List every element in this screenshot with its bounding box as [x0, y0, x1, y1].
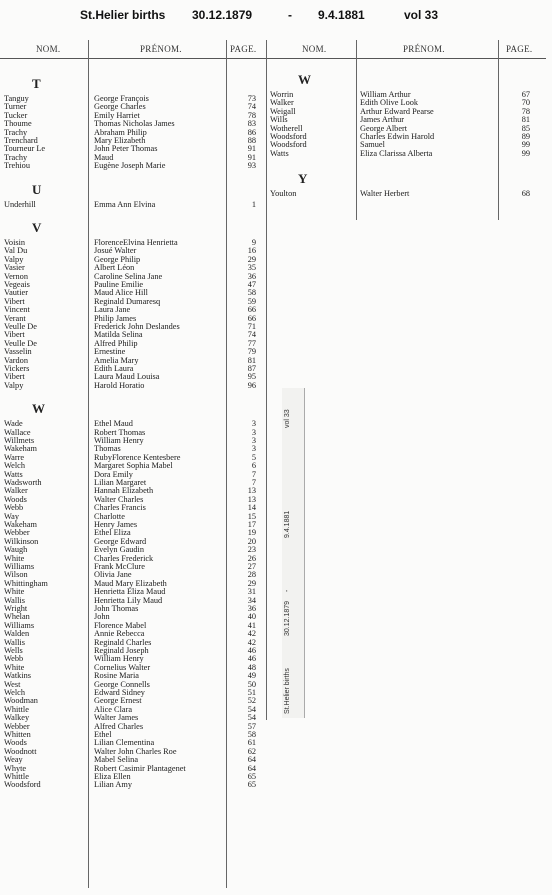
- page-number: 89: [521, 132, 530, 141]
- surname: Walden: [4, 629, 30, 639]
- given-names: Eliza Ellen: [94, 772, 131, 781]
- given-names: Walter John Charles Roe: [94, 746, 177, 756]
- surname: Whyte: [4, 763, 27, 773]
- page-number: 16: [247, 246, 256, 256]
- page-number: 99: [521, 140, 530, 150]
- surname: Vernon: [4, 271, 28, 281]
- given-names: Walter James: [94, 713, 139, 723]
- given-names: William Henry: [94, 654, 144, 664]
- surname: Tourneur Le: [4, 144, 46, 154]
- page-number: 48: [247, 662, 256, 672]
- surname: Youlton: [270, 189, 297, 199]
- document-header: [0, 8, 552, 26]
- surname: Wallis: [4, 637, 25, 647]
- page-number: 27: [247, 562, 256, 571]
- page-number: 3: [251, 444, 256, 454]
- given-names: Eliza Clarissa Alberta: [360, 148, 433, 158]
- surname: Woodnott: [4, 746, 37, 756]
- page-number: 93: [247, 161, 256, 171]
- given-names: James Arthur: [360, 115, 405, 125]
- prenom-heading-right: PRÉNOM.: [403, 44, 445, 54]
- page-number: 65: [247, 780, 256, 790]
- surname: Underhill: [4, 199, 36, 209]
- page-number: 31: [247, 587, 256, 597]
- given-names: Edward Sidney: [94, 688, 145, 697]
- nom-heading: NOM.: [36, 44, 61, 54]
- given-names: Henrietta Eliza Maud: [94, 587, 166, 597]
- page-number: 99: [521, 148, 530, 158]
- given-names: Henrietta Lily Maud: [94, 595, 163, 605]
- given-names: Arthur Edward Pearse: [360, 106, 434, 116]
- surname: Trachy: [4, 127, 28, 137]
- surname: Whittle: [4, 772, 29, 781]
- surname: White: [4, 662, 25, 672]
- given-names: Harold Horatio: [94, 380, 145, 390]
- given-names: Henry James: [94, 520, 138, 529]
- page-number: 74: [247, 102, 256, 112]
- page-number: 66: [247, 305, 256, 315]
- given-names: Ethel: [94, 730, 112, 739]
- given-names: Charles Frederick: [94, 553, 154, 563]
- page-number: 15: [247, 511, 256, 521]
- given-names: Lilian Clementina: [94, 738, 155, 748]
- surname: Welch: [4, 461, 25, 471]
- surname: Woods: [4, 738, 27, 748]
- page-number: 29: [247, 578, 256, 588]
- given-names: Edith Olive Look: [360, 98, 419, 108]
- given-names: Florence Mabel: [94, 620, 147, 630]
- given-names: Pauline Emilie: [94, 280, 144, 289]
- given-names: Annie Rebecca: [94, 629, 145, 639]
- surname: Veulle De: [4, 338, 37, 348]
- surname: Walker: [270, 98, 294, 108]
- surname: Woods: [4, 494, 27, 504]
- page-number: 91: [247, 144, 256, 154]
- header-date-from: 30.12.1879: [192, 8, 253, 22]
- given-names: Margaret Sophia Mabel: [94, 461, 173, 471]
- given-names: Frank McClure: [94, 562, 145, 571]
- section-letter: W: [32, 401, 45, 417]
- surname: Way: [4, 511, 19, 521]
- page-heading: PAGE.: [230, 44, 257, 54]
- page-number: 67: [521, 90, 530, 99]
- surname: Turner: [4, 102, 27, 112]
- page-number: 20: [247, 536, 256, 546]
- page-number: 3: [251, 419, 256, 429]
- surname: Tucker: [4, 110, 28, 120]
- list-item: [270, 189, 542, 199]
- surname: White: [4, 553, 25, 563]
- page-number: 3: [251, 436, 256, 445]
- given-names: Charles Edwin Harold: [360, 132, 435, 141]
- surname: Woodsford: [270, 132, 307, 141]
- page-number: 77: [247, 338, 256, 348]
- given-names: Alfred Charles: [94, 721, 144, 731]
- surname: Webb: [4, 503, 24, 513]
- page-number: 35: [247, 263, 256, 273]
- given-names: George Philip: [94, 254, 141, 264]
- surname: Vibert: [4, 296, 25, 306]
- surname: Watts: [4, 469, 23, 479]
- surname: Trachy: [4, 152, 28, 162]
- given-names: Ernestine: [94, 347, 126, 357]
- page-number: 95: [247, 372, 256, 382]
- given-names: Samuel: [360, 140, 385, 150]
- page-number: 88: [247, 136, 256, 145]
- surname: Wade: [4, 419, 23, 429]
- page-number: 42: [247, 629, 256, 639]
- surname: Walkey: [4, 713, 30, 723]
- page-number: 62: [247, 746, 256, 756]
- surname: Voisin: [4, 238, 26, 247]
- surname: Vincent: [4, 305, 30, 315]
- given-names: Alfred Philip: [94, 338, 138, 348]
- page-number: 7: [251, 478, 256, 487]
- surname: Whittle: [4, 704, 29, 714]
- page-number: 71: [247, 322, 256, 331]
- surname: Val Du: [4, 246, 28, 256]
- given-names: Walter Herbert: [360, 189, 410, 199]
- page-number: 52: [247, 696, 256, 706]
- left-column-header: [0, 38, 268, 59]
- surname: Veulle De: [4, 322, 37, 331]
- header-title: St.Helier births: [80, 8, 166, 22]
- given-names: Alice Clara: [94, 704, 133, 714]
- page-number: 1: [251, 199, 256, 209]
- given-names: John: [94, 612, 110, 622]
- stamp-title: St.Helier births: [284, 668, 291, 714]
- list-item: [270, 149, 542, 159]
- page-number: 23: [247, 545, 256, 555]
- surname: Webb: [4, 654, 24, 664]
- given-names: George Connells: [94, 679, 150, 689]
- given-names: Reginald Dumaresq: [94, 296, 161, 306]
- given-names: Maud Alice Hill: [94, 288, 148, 298]
- page-number: 54: [247, 704, 256, 714]
- stamp-date-to: 9.4.1881: [284, 510, 291, 538]
- page-number: 17: [247, 520, 256, 529]
- given-names: Emma Ann Elvina: [94, 199, 156, 209]
- page-number: 68: [521, 189, 530, 199]
- surname: Wilkinson: [4, 536, 39, 546]
- surname: Wakeham: [4, 520, 37, 529]
- surname: Vibert: [4, 330, 25, 340]
- given-names: Eugène Joseph Marie: [94, 161, 166, 171]
- surname: Williams: [4, 562, 35, 571]
- given-names: Caroline Selina Jane: [94, 271, 163, 281]
- given-names: Robert Thomas: [94, 427, 146, 437]
- given-names: Reginald Joseph: [94, 646, 149, 655]
- column-divider: [266, 40, 267, 720]
- surname: Tanguy: [4, 94, 29, 103]
- given-names: Ethel Eliza: [94, 528, 131, 538]
- list-item: [4, 200, 266, 210]
- page-number: 13: [247, 486, 256, 496]
- given-names: Mary Elizabeth: [94, 136, 146, 145]
- given-names: Philip James: [94, 313, 137, 323]
- page-number: 41: [247, 620, 256, 630]
- given-names: Lilian Margaret: [94, 478, 147, 487]
- given-names: George François: [94, 94, 149, 103]
- given-names: Reginald Charles: [94, 637, 152, 647]
- given-names: Emily Harriet: [94, 110, 140, 120]
- page-number: 87: [247, 364, 256, 373]
- given-names: Maud: [94, 152, 114, 162]
- page-number: 78: [521, 106, 530, 116]
- given-names: Laura Jane: [94, 305, 131, 315]
- page-number: 65: [247, 772, 256, 781]
- stamp-volume: vol 33: [284, 409, 291, 428]
- surname: Webber: [4, 528, 30, 538]
- page-heading-right: PAGE.: [506, 44, 533, 54]
- page-number: 57: [247, 721, 256, 731]
- page-number: 86: [247, 127, 256, 137]
- given-names: William Henry: [94, 436, 144, 445]
- page-number: 28: [247, 570, 256, 580]
- nom-heading-right: NOM.: [302, 44, 327, 54]
- page-number: 66: [247, 313, 256, 323]
- given-names: Frederick John Deslandes: [94, 322, 180, 331]
- page-number: 36: [247, 604, 256, 613]
- page-number: 78: [247, 110, 256, 120]
- page-number: 74: [247, 330, 256, 340]
- list-item: [4, 780, 266, 790]
- surname: Woodsford: [270, 140, 307, 150]
- page-number: 34: [247, 595, 256, 605]
- page-number: 83: [247, 119, 256, 129]
- given-names: Charles Francis: [94, 503, 146, 513]
- surname: Wills: [270, 115, 288, 125]
- surname: Walker: [4, 486, 28, 496]
- given-names: Rosine Maria: [94, 671, 139, 681]
- surname: Whitten: [4, 730, 31, 739]
- surname: Watts: [270, 148, 289, 158]
- page-number: 7: [251, 469, 256, 479]
- section-letter: V: [32, 220, 42, 235]
- surname: Waugh: [4, 545, 28, 555]
- page-number: 64: [247, 755, 256, 765]
- stamp-dash: -: [284, 589, 291, 592]
- surname: Thoume: [4, 119, 32, 129]
- prenom-heading: PRÉNOM.: [140, 44, 182, 54]
- given-names: Abraham Philip: [94, 127, 147, 137]
- surname: Vasier: [4, 263, 25, 273]
- surname: Webber: [4, 721, 30, 731]
- header-dash: -: [288, 8, 292, 22]
- surname: West: [4, 679, 21, 689]
- page-number: 46: [247, 654, 256, 664]
- given-names: Laura Maud Louisa: [94, 372, 160, 382]
- surname: Wells: [4, 646, 23, 655]
- surname: Vasselin: [4, 347, 32, 357]
- given-names: Olivia Jane: [94, 570, 132, 580]
- surname: Whittingham: [4, 578, 48, 588]
- given-names: Albert Léon: [94, 263, 135, 273]
- surname: Wadsworth: [4, 478, 42, 487]
- surname: Welch: [4, 688, 25, 697]
- given-names: Cornelius Walter: [94, 662, 151, 672]
- surname: Wakeham: [4, 444, 37, 454]
- given-names: Amelia Mary: [94, 355, 139, 365]
- surname: Williams: [4, 620, 35, 630]
- surname: Vibert: [4, 372, 25, 382]
- given-names: Matilda Selina: [94, 330, 143, 340]
- page-number: 54: [247, 713, 256, 723]
- surname: Weay: [4, 755, 23, 765]
- page-number: 81: [521, 115, 530, 125]
- surname: Vickers: [4, 364, 30, 373]
- given-names: Ethel Maud: [94, 419, 133, 429]
- surname: Verant: [4, 313, 26, 323]
- page-number: 59: [247, 296, 256, 306]
- surname: Wilson: [4, 570, 28, 580]
- page-number: 91: [247, 152, 256, 162]
- surname: Vautier: [4, 288, 28, 298]
- surname: Wallace: [4, 427, 31, 437]
- surname: Trenchard: [4, 136, 38, 145]
- page-number: 26: [247, 553, 256, 563]
- given-names: Evelyn Gaudin: [94, 545, 145, 555]
- surname: Valpy: [4, 380, 24, 390]
- page-number: 47: [247, 280, 256, 289]
- page-number: 85: [521, 123, 530, 133]
- surname: White: [4, 587, 25, 597]
- page-number: 3: [251, 427, 256, 437]
- given-names: FlorenceElvina Henrietta: [94, 238, 178, 247]
- page-number: 40: [247, 612, 256, 622]
- surname: Vardon: [4, 355, 28, 365]
- page-number: 42: [247, 637, 256, 647]
- page-number: 49: [247, 671, 256, 681]
- given-names: John Peter Thomas: [94, 144, 158, 154]
- given-names: Thomas: [94, 444, 121, 454]
- vertical-stamp: [282, 388, 305, 718]
- given-names: Edith Laura: [94, 364, 134, 373]
- surname: Whelan: [4, 612, 30, 622]
- section-letter: Y: [298, 171, 308, 187]
- page-number: 51: [247, 688, 256, 697]
- surname: Worrin: [270, 90, 294, 99]
- page-number: 36: [247, 271, 256, 281]
- surname: Wright: [4, 604, 28, 613]
- page-number: 58: [247, 288, 256, 298]
- given-names: Josué Walter: [94, 246, 137, 256]
- surname: Watkins: [4, 671, 31, 681]
- page-number: 14: [247, 503, 256, 513]
- page-number: 6: [251, 461, 256, 471]
- right-column-header: [268, 38, 546, 59]
- page-number: 50: [247, 679, 256, 689]
- page-number: 9: [251, 238, 256, 247]
- list-item: [4, 381, 266, 391]
- given-names: Mabel Selina: [94, 755, 139, 765]
- page-number: 79: [247, 347, 256, 357]
- page-number: 64: [247, 763, 256, 773]
- page-number: 96: [247, 380, 256, 390]
- page-number: 29: [247, 254, 256, 264]
- given-names: George Charles: [94, 102, 146, 112]
- page-number: 70: [521, 98, 530, 108]
- given-names: John Thomas: [94, 604, 139, 613]
- given-names: RubyFlorence Kentesbere: [94, 452, 181, 462]
- page-number: 46: [247, 646, 256, 655]
- page-number: 5: [251, 452, 256, 462]
- given-names: Robert Casimir Plantagenet: [94, 763, 186, 773]
- page-number: 73: [247, 94, 256, 103]
- stamp-date-from: 30.12.1879: [284, 600, 291, 636]
- given-names: Walter Charles: [94, 494, 144, 504]
- page-number: 13: [247, 494, 256, 504]
- given-names: Hannah Elizabeth: [94, 486, 154, 496]
- page-number: 61: [247, 738, 256, 748]
- surname: Woodman: [4, 696, 38, 706]
- header-volume: vol 33: [404, 8, 439, 22]
- page-number: 19: [247, 528, 256, 538]
- surname: Willmets: [4, 436, 35, 445]
- surname: Warre: [4, 452, 25, 462]
- page-number: 81: [247, 355, 256, 365]
- page-number: 58: [247, 730, 256, 739]
- given-names: William Arthur: [360, 90, 411, 99]
- list-item: [4, 161, 266, 171]
- given-names: George Ernest: [94, 696, 142, 706]
- surname: Vegeais: [4, 280, 30, 289]
- given-names: George Albert: [360, 123, 408, 133]
- surname: Trehiou: [4, 161, 30, 171]
- given-names: Thomas Nicholas James: [94, 119, 175, 129]
- section-letter: T: [32, 76, 41, 91]
- surname: Weigall: [270, 106, 296, 116]
- surname: Wotherell: [270, 123, 303, 133]
- surname: Woodsford: [4, 780, 41, 790]
- section-letter: W: [298, 72, 311, 87]
- surname: Valpy: [4, 254, 24, 264]
- section-letter: U: [32, 181, 42, 197]
- given-names: George Edward: [94, 536, 147, 546]
- header-date-to: 9.4.1881: [318, 8, 365, 22]
- given-names: Dora Emily: [94, 469, 133, 479]
- given-names: Maud Mary Elizabeth: [94, 578, 167, 588]
- given-names: Charlotte: [94, 511, 125, 521]
- given-names: Lilian Amy: [94, 780, 133, 790]
- surname: Wallis: [4, 595, 25, 605]
